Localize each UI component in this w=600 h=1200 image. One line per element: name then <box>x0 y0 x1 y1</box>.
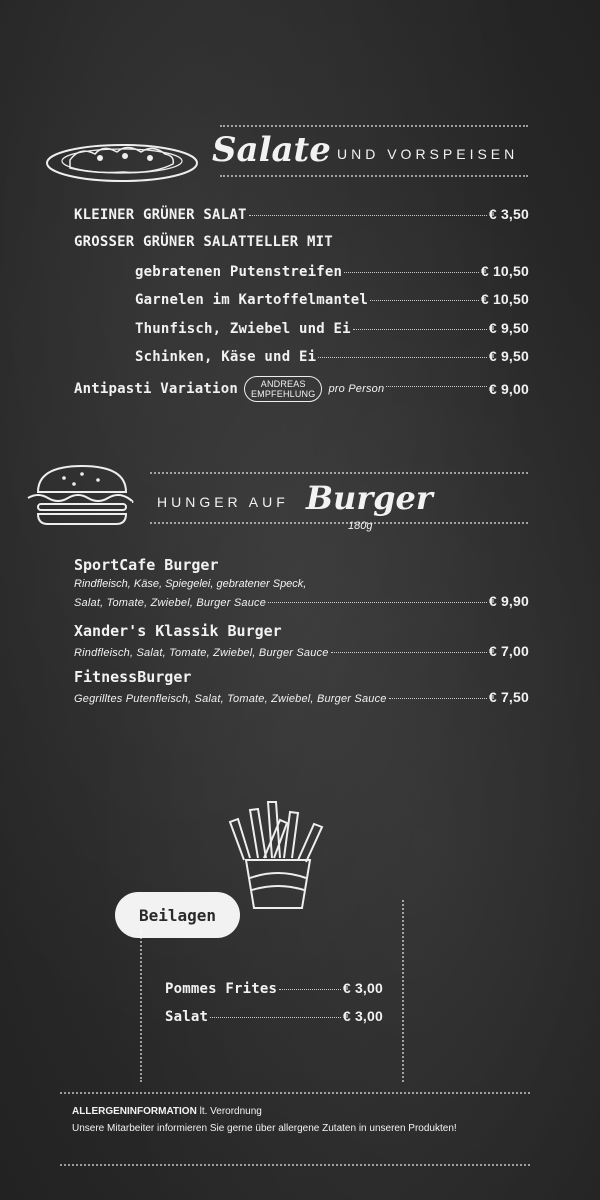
badge-line2: EMPFEHLUNG <box>250 389 316 399</box>
allergen-suffix: lt. Verordnung <box>196 1106 262 1117</box>
allergen-heading <box>72 1106 262 1117</box>
beilage-item-pommes <box>165 980 383 997</box>
burger-item-sportcafe <box>74 556 529 609</box>
burger-title-subtitle: HUNGER AUF <box>157 494 289 510</box>
beilagen-left-divider <box>140 930 142 1082</box>
item-price: € 9,50 <box>488 348 529 364</box>
item-desc: Salat, Tomate, Zwiebel, Burger Sauce <box>74 597 267 609</box>
item-name: Thunfisch, Zwiebel und Ei <box>135 321 351 337</box>
item-name: KLEINER GRÜNER SALAT <box>74 207 247 223</box>
leader-dots <box>370 300 479 301</box>
burger-item-xander <box>74 622 529 659</box>
footer-top-divider <box>60 1092 530 1094</box>
burger-top-divider <box>150 472 528 474</box>
item-price: € 10,50 <box>480 263 529 279</box>
leader-dots <box>318 357 487 358</box>
leader-dots <box>331 652 487 653</box>
item-price: € 10,50 <box>480 291 529 307</box>
item-price: € 9,50 <box>488 320 529 336</box>
menu-item-kleiner-salat <box>74 206 529 223</box>
burger-bottom-divider <box>150 522 528 524</box>
item-desc-price-row <box>74 689 529 705</box>
leader-dots <box>389 698 487 699</box>
item-name: Antipasti Variation <box>74 381 238 397</box>
item-price: € 7,00 <box>488 643 529 659</box>
burger-item-fitness <box>74 668 529 705</box>
item-name: Garnelen im Kartoffelmantel <box>135 292 368 308</box>
item-price: € 7,50 <box>488 689 529 705</box>
leader-dots <box>386 386 487 387</box>
burger-title-script: Burger <box>306 479 433 517</box>
item-name: Schinken, Käse und Ei <box>135 349 317 365</box>
item-price: € 3,00 <box>342 1008 383 1024</box>
burger-weight: 180g <box>348 520 373 532</box>
menu-item-antipasti <box>74 376 529 402</box>
allergen-text: Unsere Mitarbeiter informieren Sie gerne über allergene Zutaten in unseren Produkten! <box>72 1123 457 1134</box>
item-name: Xander's Klassik Burger <box>74 622 282 640</box>
menu-item-garnelen <box>135 291 529 308</box>
salate-top-divider <box>220 125 528 127</box>
menu-item-putenstreifen <box>135 263 529 280</box>
leader-dots <box>279 989 341 990</box>
beilage-item-salat <box>165 1008 383 1025</box>
leader-dots <box>353 329 487 330</box>
leader-dots <box>268 602 487 603</box>
item-desc: Rindfleisch, Salat, Tomate, Zwiebel, Burger Sauce <box>74 647 329 659</box>
leader-dots <box>249 215 487 216</box>
leader-dots <box>210 1017 341 1018</box>
badge-line1: ANDREAS <box>260 379 306 389</box>
burger-icon <box>24 462 136 528</box>
recommendation-badge <box>244 376 323 402</box>
item-desc: Rindfleisch, Käse, Spiegelei, gebratener Speck, <box>74 578 307 590</box>
salate-title-script: Salate <box>212 130 331 170</box>
item-desc-price-row <box>74 643 529 659</box>
menu-item-schinken <box>135 348 529 365</box>
salate-bottom-divider <box>220 175 528 177</box>
menu-item-grosser-salat-heading <box>74 234 333 250</box>
item-name: gebratenen Putenstreifen <box>135 264 343 280</box>
item-name: Salat <box>165 1009 209 1025</box>
beilagen-title-cloud <box>115 892 240 938</box>
menu-item-thunfisch <box>135 320 529 337</box>
item-price: € 3,00 <box>342 980 383 996</box>
leader-dots <box>344 272 479 273</box>
beilagen-right-divider <box>402 900 404 1082</box>
item-desc: Gegrilltes Putenfleisch, Salat, Tomate, Zwiebel, Burger Sauce <box>74 693 387 705</box>
salad-plate-icon <box>40 138 210 188</box>
item-name: GROSSER GRÜNER SALATTELLER MIT <box>74 234 333 250</box>
item-price: € 9,90 <box>488 593 529 609</box>
footer-bottom-divider <box>60 1164 530 1166</box>
item-price: € 9,00 <box>488 381 529 397</box>
item-desc-price-row <box>74 593 529 609</box>
item-name: Pommes Frites <box>165 981 278 997</box>
salate-title-subtitle: UND VORSPEISEN <box>337 146 519 162</box>
fries-icon <box>224 800 332 912</box>
item-note: pro Person <box>328 383 385 395</box>
item-price: € 3,50 <box>488 206 529 222</box>
allergen-title: ALLERGENINFORMATION <box>72 1106 197 1117</box>
item-name: SportCafe Burger <box>74 556 219 574</box>
beilagen-title: Beilagen <box>138 905 217 925</box>
item-name: FitnessBurger <box>74 668 192 686</box>
